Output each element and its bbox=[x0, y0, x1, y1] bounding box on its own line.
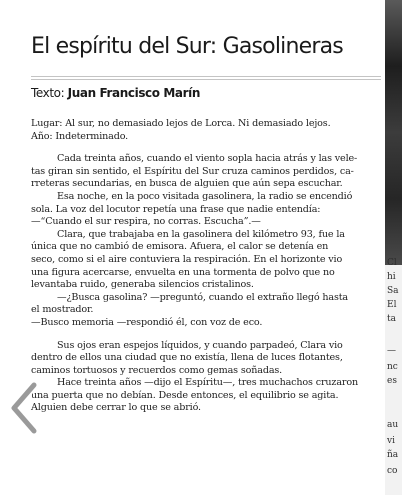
body-line: sola. La voz del locutor repetía una frase que nadie entendía: bbox=[31, 203, 321, 215]
spacer bbox=[31, 330, 377, 340]
title-rule bbox=[31, 76, 381, 82]
body-line: —“Cuando el sur respira, no corras. Escucha”.— bbox=[31, 216, 261, 228]
body-line: Hace treinta años —dijo el Espíritu—, tres muchachos cruzaron bbox=[57, 377, 358, 389]
body-line: dentro de ellos una ciudad que no existía, llena de luces flotantes, bbox=[31, 352, 343, 364]
body-line: una puerta que no debían. Desde entonces, el equilibrio se agita. bbox=[31, 389, 339, 401]
next-column-fragment: au bbox=[387, 420, 399, 430]
next-page-edge bbox=[385, 0, 402, 495]
spacer bbox=[31, 143, 377, 153]
body-line: —Busco memoria —respondió él, con voz de eco. bbox=[31, 316, 263, 328]
next-column-fragment: hi bbox=[387, 272, 396, 282]
next-column-fragment: — bbox=[387, 346, 396, 356]
body-line: tas giran sin sentido, el Espíritu del Sur cruza caminos perdidos, ca- bbox=[31, 165, 354, 177]
byline-prefix: Texto: bbox=[31, 86, 68, 100]
next-column-fragment: co bbox=[387, 466, 398, 476]
body-line: Sus ojos eran espejos líquidos, y cuando parpadeó, Clara vio bbox=[57, 339, 343, 351]
body-line: Clara, que trabajaba en la gasolinera del kilómetro 93, fue la bbox=[57, 228, 345, 240]
next-column-fragment: es bbox=[387, 376, 397, 386]
body-line: seco, como si el aire contuviera la respiración. En el horizonte vio bbox=[31, 253, 343, 265]
body-line: —¿Busca gasolina? —preguntó, cuando el extraño llegó hasta bbox=[57, 291, 348, 303]
body-line: caminos tortuosos y recuerdos como gemas soñadas. bbox=[31, 364, 283, 376]
next-column-fragment: Sa bbox=[387, 286, 399, 296]
next-column-fragment: Cl bbox=[387, 258, 397, 268]
body-line: Alguien debe cerrar lo que se abrió. bbox=[31, 402, 201, 414]
body-line: el mostrador. bbox=[31, 304, 94, 316]
chevron-left-icon[interactable] bbox=[6, 380, 42, 436]
next-page-photo bbox=[385, 0, 402, 265]
year-line: Año: Indeterminado. bbox=[31, 130, 129, 142]
place-line: Lugar: Al sur, no demasiado lejos de Lorca. Ni demasiado lejos. bbox=[31, 118, 331, 129]
next-column-fragment: ta bbox=[387, 314, 396, 324]
next-column-fragment: ña bbox=[387, 450, 399, 460]
article-body bbox=[31, 118, 377, 415]
author-name: Juan Francisco Marín bbox=[67, 86, 201, 100]
body-line: rreteras secundarias, en busca de alguien que aún sepa escuchar. bbox=[31, 178, 343, 190]
next-column-fragment: nc bbox=[387, 362, 398, 372]
body-line: Cada treinta años, cuando el viento sopla hacia atrás y las vele- bbox=[57, 153, 358, 165]
next-column-fragment: El bbox=[387, 300, 397, 310]
byline bbox=[31, 86, 200, 100]
body-line: Esa noche, en la poco visitada gasolinera, la radio se encendió bbox=[57, 190, 353, 202]
body-line: única que no cambió de emisora. Afuera, el calor se detenía en bbox=[31, 241, 329, 253]
body-line: una figura acercarse, envuelta en una tormenta de polvo que no bbox=[31, 266, 335, 278]
next-column-fragment: vi bbox=[387, 436, 395, 446]
article-title: El espíritu del Sur: Gasolineras bbox=[31, 34, 343, 59]
body-line: levantaba ruido, generaba silencios cristalinos. bbox=[31, 279, 254, 291]
